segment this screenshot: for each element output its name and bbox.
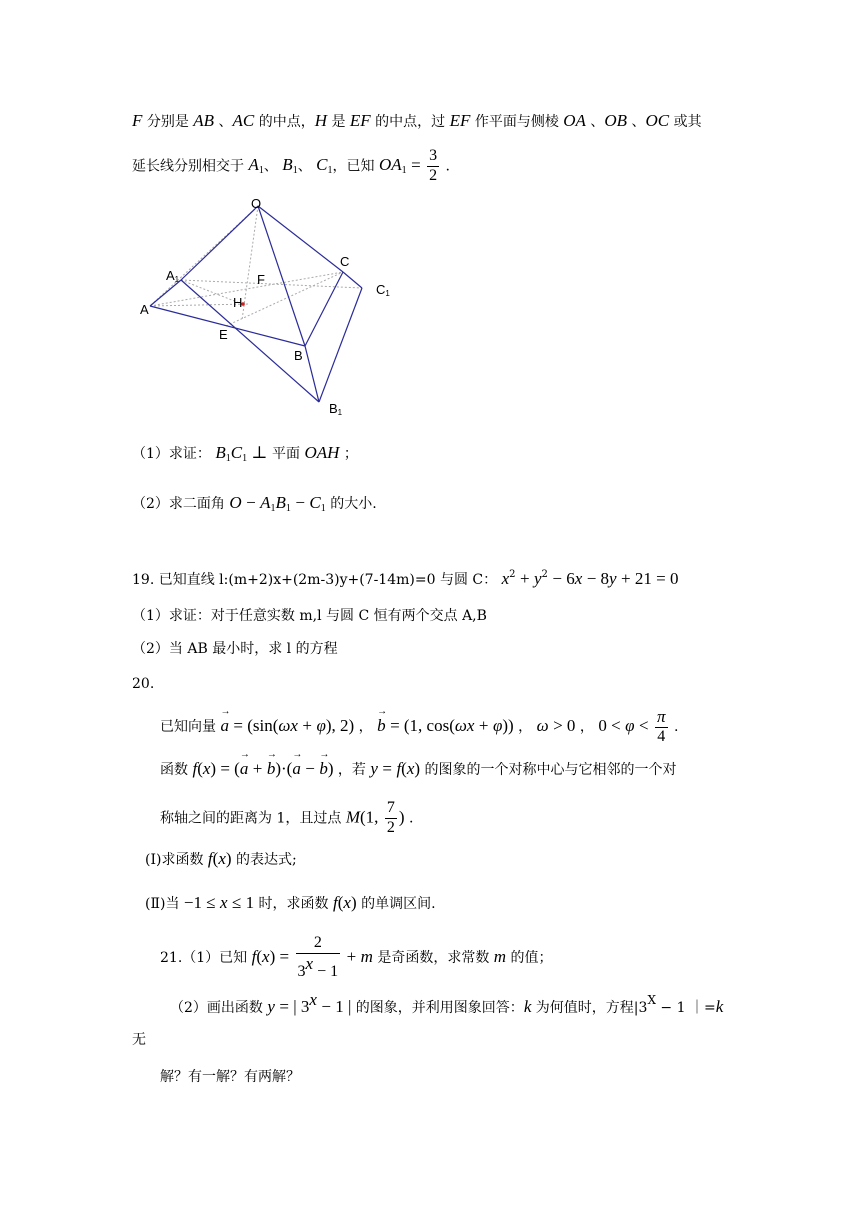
q20-line3: 称轴之间的距离为 1，且过点 M(1, $\frac{7}{2}$ ) .: [160, 799, 414, 836]
q19-part2: （2）当 AB 最小时，求 l 的方程: [132, 641, 338, 657]
q19-stem: 19. 已知直线 l:(m+2)x+(2m-3)y+(7-14m)=0 与圆 C： $x^2 + y^2 - 6x - 8y + 21 = 0$: [132, 569, 679, 588]
label-A1: A1: [166, 268, 180, 284]
q20-part1: (Ⅰ)求函数 f(x) 的表达式;: [145, 849, 297, 868]
q19-part1: （1）求证：对于任意实数 m,l 与圆 C 恒有两个交点 A,B: [132, 608, 487, 624]
label-C: C: [340, 254, 350, 269]
label-O: O: [251, 196, 262, 211]
q21-part2-line3: 解？有一解？有两解？: [160, 1069, 300, 1085]
label-F: F: [257, 272, 265, 287]
label-E: E: [219, 327, 228, 342]
q20-line1: 已知向量 → a = (sin(ωx + φ), 2) ， → b = (1, cos(ωx + φ)) ， ω > 0 ， 0 < φ < $\frac{\pi}{4}$ .: [160, 708, 678, 746]
q18-line2: 延长线分别相交于 $A_1$、 $B_1$、 $C_1$，已知 $OA_1$ = $\frac{3}{2}$ .: [132, 147, 451, 184]
q20-part2: (Ⅱ)当 −1 ≤ x ≤ 1 时，求函数 f(x) 的单调区间.: [145, 893, 436, 912]
q18-part1: （1）求证： $B_1C_1$ ⊥ 平面 OAH ；: [132, 443, 358, 464]
label-B1: B1: [329, 401, 343, 417]
q20-number: 20.: [132, 676, 155, 692]
q20-line2: 函数 f(x) = (→ a + → b)·(→ a − → b) ，若 y = f(x) 的图象的一个对称中心与它相邻的一个对: [160, 760, 677, 777]
q18-line1: F 分别是 AB 、AC 的中点，H 是 EF 的中点，过 EF 作平面与侧棱 OA 、OB 、OC 或其: [132, 111, 702, 130]
pyramid-figure: [130, 194, 410, 428]
label-B: B: [294, 348, 303, 363]
label-C1: C1: [376, 282, 390, 298]
label-H: H: [233, 295, 243, 310]
q18-part2: （2）求二面角 $O - A_1B_1 - C_1$ 的大小.: [132, 493, 377, 514]
q21-part1: 21.（1）已知 f(x) = $\frac{2}{3^x - 1}$ + m 是奇函数，求常数 m 的值；: [160, 934, 553, 980]
q21-part2-line1: （2）画出函数 y = | 3$^x$ − 1 | 的图象，并利用图象回答：k 为何值时，方程$|3^X - 1$ ｜=k: [170, 990, 724, 1016]
label-A: A: [140, 302, 149, 317]
q21-part2-line2: 无: [132, 1032, 146, 1048]
pyramid-diagram: [130, 194, 410, 424]
